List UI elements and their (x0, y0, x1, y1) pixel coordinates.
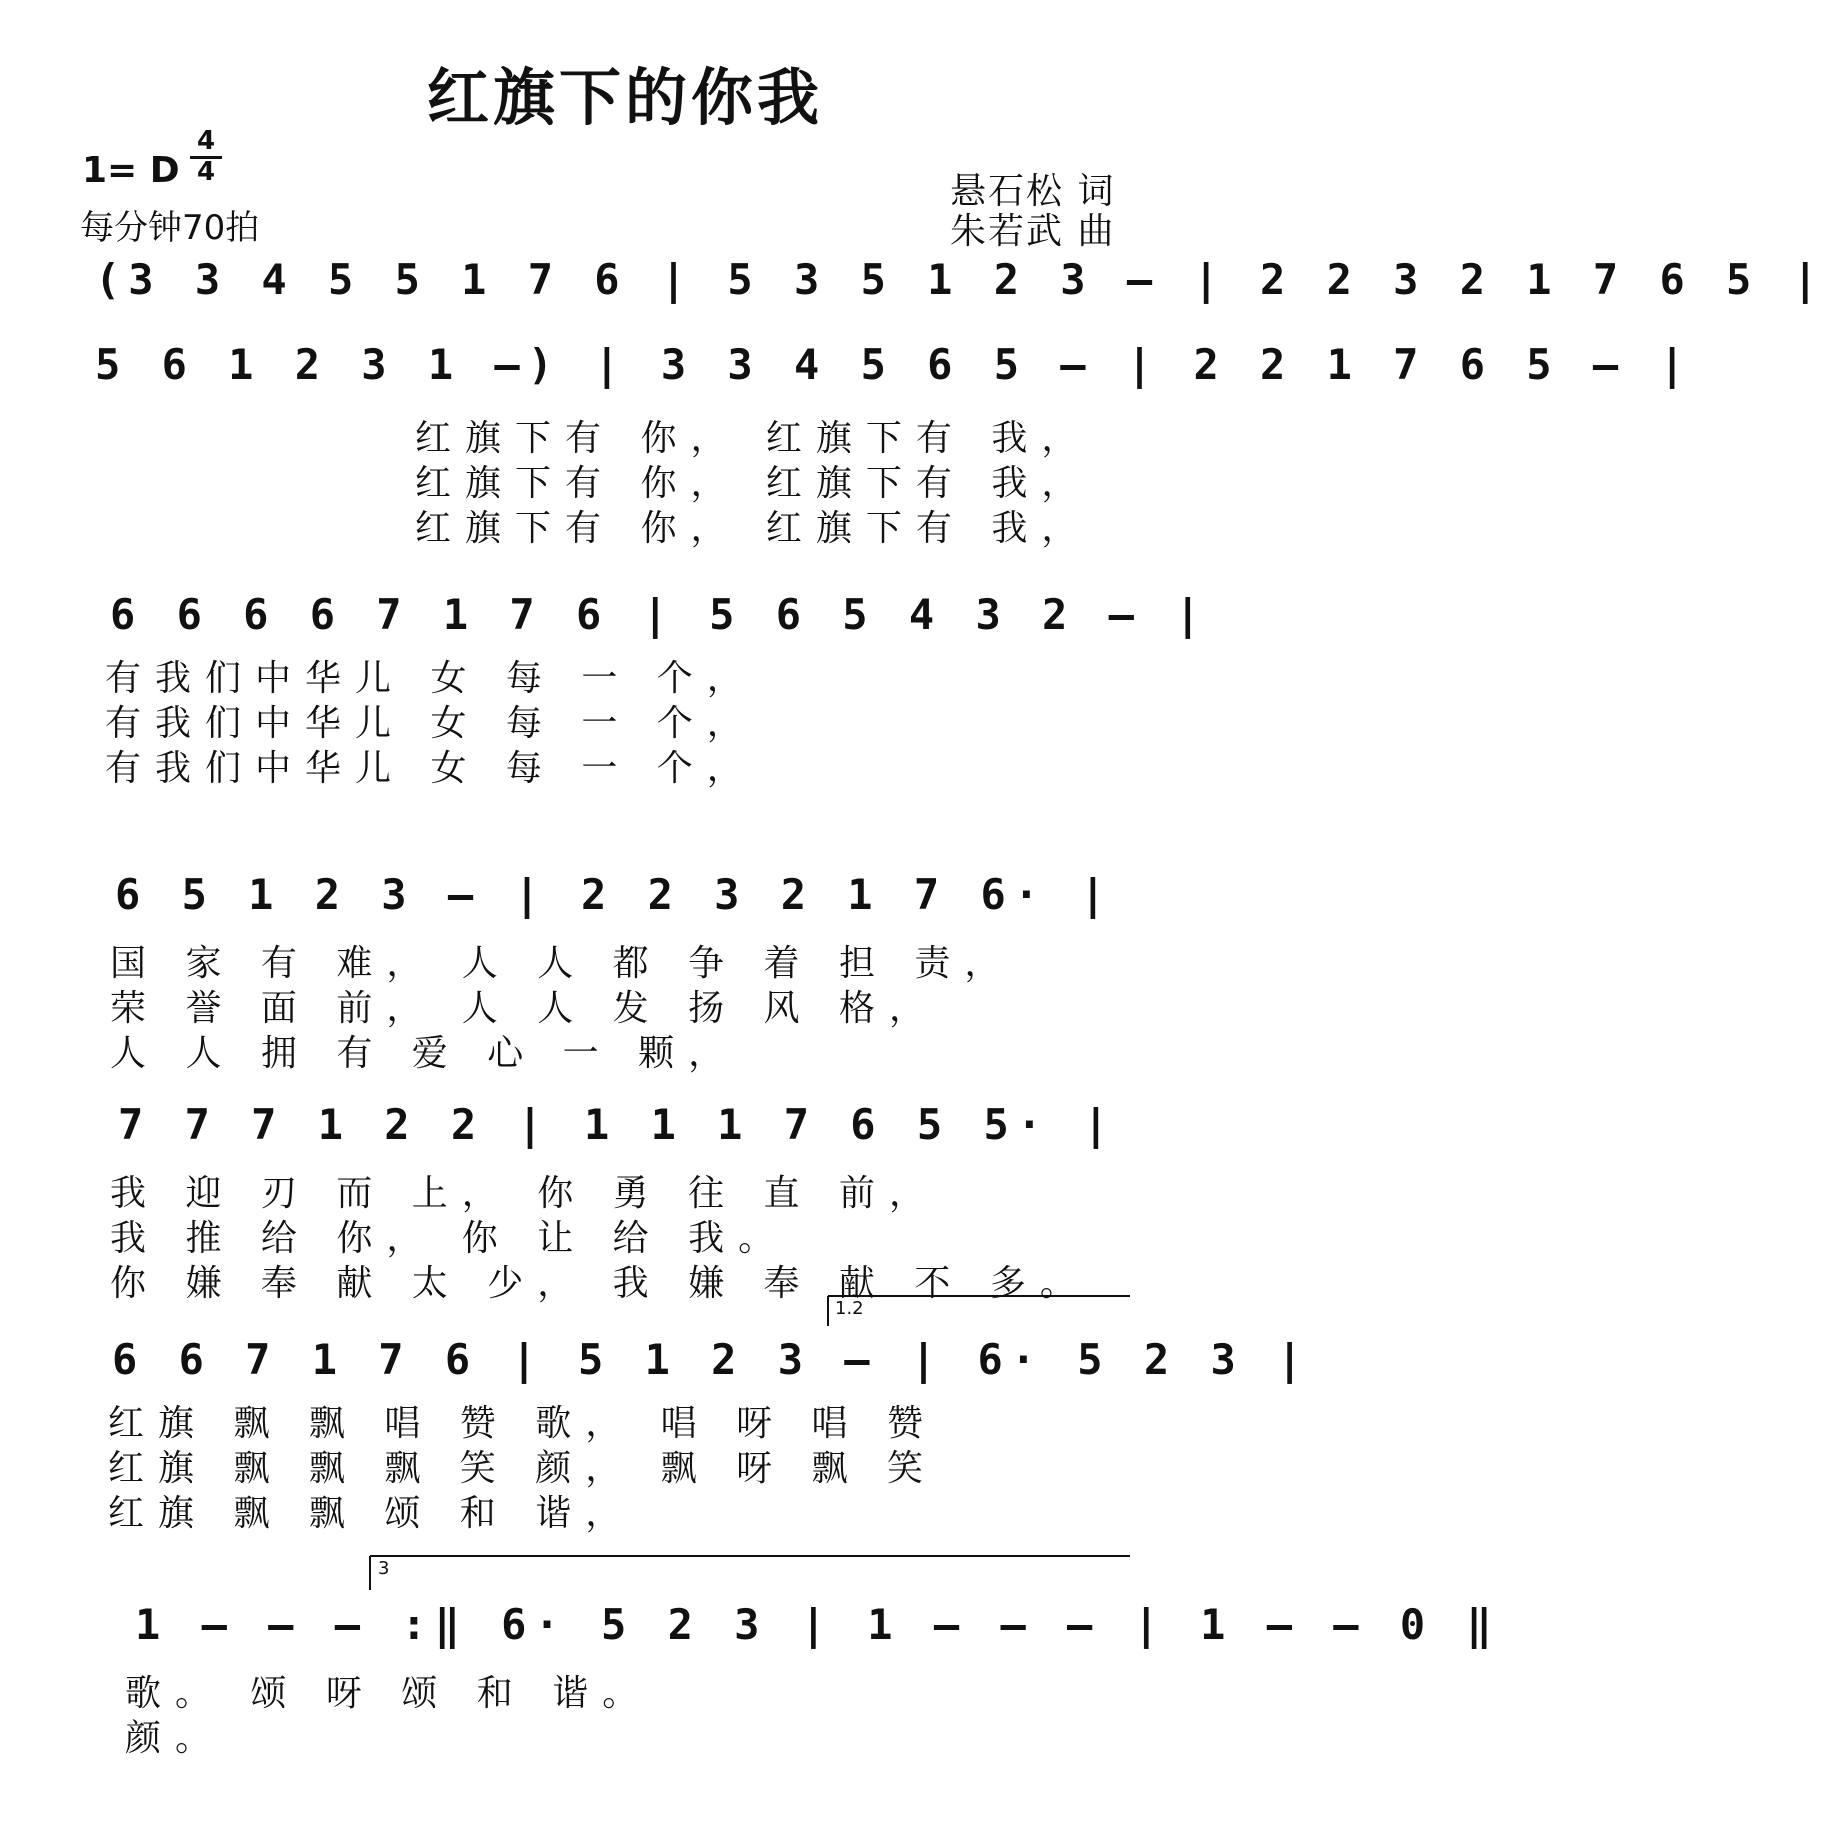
score-row-1-notes: (3 3 4 5 5 1 7 6 | 5 3 5 1 2 3 – | 2 2 3 2 1 7 6 5 | (95, 255, 1826, 304)
row-3-lyric-verse-1: 有我们中华儿 女 每 一 个， (105, 658, 757, 699)
row-3-lyric-verse-2: 有我们中华儿 女 每 一 个， (105, 703, 757, 744)
score-row-4-notes: 6 5 1 2 3 – | 2 2 3 2 1 7 6· | (115, 870, 1114, 919)
score-row-5-notes: 7 7 7 1 2 2 | 1 1 1 7 6 5 5· | (118, 1100, 1117, 1149)
row-6-lyric-verse-2: 红旗 飘 飘 飘 笑 颜， 飘 呀 飘 笑 (108, 1448, 937, 1489)
row-5-lyric-verse-1: 我 迎 刃 而 上， 你 勇 往 直 前， (110, 1173, 939, 1214)
tempo-marking: 每分钟70拍 (80, 208, 260, 248)
lyricist-credit: 悬石松 词 (950, 171, 1116, 212)
row-4-lyric-verse-3: 人 人 拥 有 爱 心 一 颗， (110, 1033, 739, 1074)
ending-mark-1-2: 1.2 (835, 1298, 864, 1319)
song-title: 红旗下的你我 (426, 61, 823, 134)
row-7-lyric-verse-2: 颜。 (125, 1718, 226, 1759)
row-5-lyric-verse-2: 我 推 给 你， 你 让 给 我。 (110, 1218, 789, 1259)
row-3-lyric-verse-3: 有我们中华儿 女 每 一 个， (105, 748, 757, 789)
row-7-lyric-verse-1: 歌。 颂 呀 颂 和 谐。 (125, 1673, 653, 1714)
key-signature: 1= D (82, 150, 180, 191)
row-6-lyric-verse-1: 红旗 飘 飘 唱 赞 歌， 唱 呀 唱 赞 (108, 1403, 937, 1444)
row-6-lyric-verse-3: 红旗 飘 飘 颂 和 谐， (108, 1493, 636, 1534)
composer-credit: 朱若武 曲 (950, 211, 1116, 252)
score-row-2-notes: 5 6 1 2 3 1 –) | 3 3 4 5 6 5 – | 2 2 1 7 6 5 – | (95, 340, 1693, 389)
score-row-7-notes: 1 – – – :‖ 6· 5 2 3 | 1 – – – | 1 – – 0 ‖ (135, 1600, 1500, 1649)
row-2-lyric-verse-1: 红旗下有 你， 红旗下有 我， (415, 418, 1092, 459)
time-denominator: 4 (196, 157, 216, 187)
row-2-lyric-verse-3: 红旗下有 你， 红旗下有 我， (415, 508, 1092, 549)
row-5-lyric-verse-3: 你 嫌 奉 献 太 少， 我 嫌 奉 献 不 多。 (110, 1263, 1090, 1304)
ending-mark-3: 3 (378, 1558, 390, 1579)
row-4-lyric-verse-2: 荣 誉 面 前， 人 人 发 扬 风 格， (110, 988, 939, 1029)
score-row-6-notes: 6 6 7 1 7 6 | 5 1 2 3 – | 6· 5 2 3 | (112, 1335, 1311, 1384)
row-4-lyric-verse-1: 国 家 有 难， 人 人 都 争 着 担 责， (110, 943, 1015, 984)
row-2-lyric-verse-2: 红旗下有 你， 红旗下有 我， (415, 463, 1092, 504)
time-numerator: 4 (190, 128, 222, 159)
score-row-3-notes: 6 6 6 6 7 1 7 6 | 5 6 5 4 3 2 – | (110, 590, 1209, 639)
